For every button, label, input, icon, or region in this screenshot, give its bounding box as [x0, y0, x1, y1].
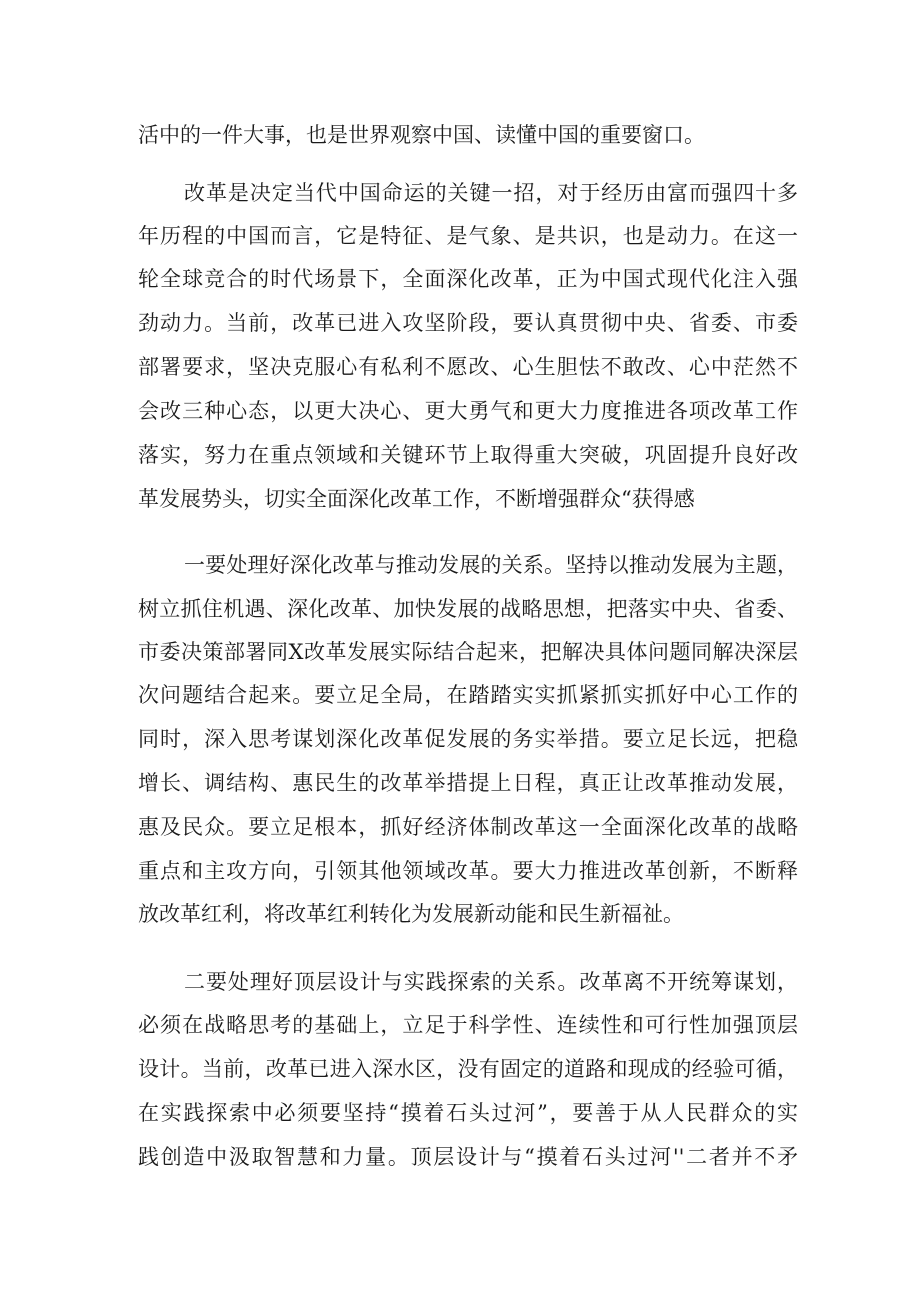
- text-line: 践创造中汲取智慧和力量。顶层设计与“摸着石头过河''二者并不矛: [138, 1145, 798, 1169]
- paragraph-first-line: 一要处理好深化改革与推动发展的关系。坚持以推动发展为主题，: [184, 553, 798, 577]
- text-line: 革发展势头，切实全面深化改革工作，不断增强群众“获得感: [138, 487, 695, 511]
- text-line: 增长、调结构、惠民生的改革举措提上日程，真正让改革推动发展，: [138, 771, 798, 795]
- text-line: 落实，努力在重点领域和关键环节上取得重大突破，巩固提升良好改: [138, 443, 798, 467]
- text-line: 树立抓住机遇、深化改革、加快发展的战略思想，把落实中央、省委、: [138, 597, 798, 621]
- text-line: 在实践探索中必须要坚持“摸着石头过河”，要善于从人民群众的实: [138, 1101, 798, 1125]
- text-line: 必须在战略思考的基础上，立足于科学性、连续性和可行性加强顶层: [138, 1013, 798, 1037]
- text-line: 劲动力。当前，改革已进入攻坚阶段，要认真贯彻中央、省委、市委: [138, 311, 798, 335]
- text-line: 会改三种心态，以更大决心、更大勇气和更大力度推进各项改革工作: [138, 399, 798, 423]
- text-line: 重点和主攻方向，引领其他领域改革。要大力推进改革创新，不断释: [138, 859, 798, 883]
- text-line: 活中的一件大事，也是世界观察中国、读懂中国的重要窗口。: [138, 123, 705, 147]
- text-line: 次问题结合起来。要立足全局，在踏踏实实抓紧抓实抓好中心工作的: [138, 683, 798, 707]
- text-line: 设计。当前，改革已进入深水区，没有固定的道路和现成的经验可循，: [138, 1057, 798, 1081]
- paragraph-first-line: 改革是决定当代中国命运的关键一招，对于经历由富而强四十多: [184, 181, 798, 205]
- text-line: 放改革红利，将改革红利转化为发展新动能和民生新福祉。: [138, 902, 684, 926]
- text-line: 部署要求，坚决克服心有私利不愿改、心生胆怯不敢改、心中茫然不: [138, 355, 798, 379]
- text-line: 市委决策部署同X改革发展实际结合起来，把解决具体问题同解决深层: [138, 640, 798, 664]
- text-line: 轮全球竞合的时代场景下，全面深化改革，正为中国式现代化注入强: [138, 267, 798, 291]
- text-line: 惠及民众。要立足根本，抓好经济体制改革这一全面深化改革的战略: [138, 815, 798, 839]
- text-line: 同时，深入思考谋划深化改革促发展的务实举措。要立足长远，把稳: [138, 727, 798, 751]
- text-line: 年历程的中国而言，它是特征、是气象、是共识，也是动力。在这一: [138, 224, 798, 248]
- paragraph-first-line: 二要处理好顶层设计与实践探索的关系。改革离不开统筹谋划，: [184, 970, 798, 994]
